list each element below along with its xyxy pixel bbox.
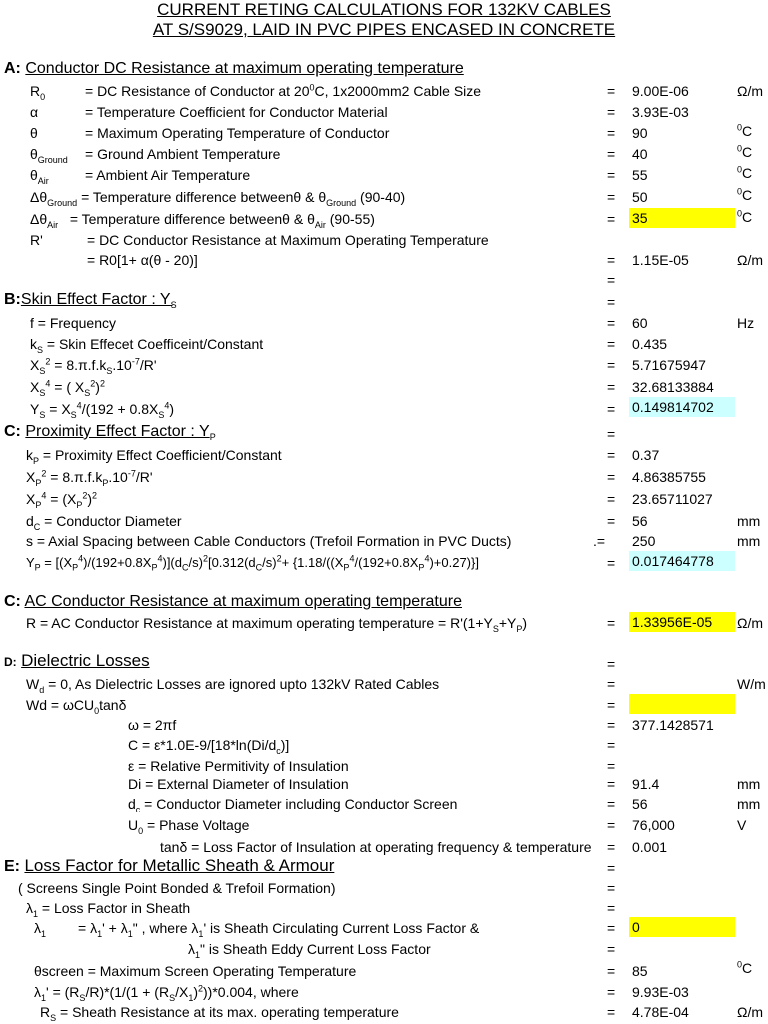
- kp-row: $k_P$ = Proximity Effect Coefficient/Constant: [26, 447, 282, 466]
- theta-ground-unit: $^0$C: [737, 143, 753, 160]
- dc-unit: mm: [737, 513, 761, 529]
- xp2-row: $X_P^2 = 8.\pi.f.k_P.10^{-7}/R'$: [26, 468, 153, 488]
- tand-row: tanδ = Loss Factor of Insulation at operating frequency & temperature: [160, 839, 592, 855]
- theta-air-value: 55: [632, 167, 648, 183]
- alpha-value: 3.93E-03: [632, 104, 689, 120]
- ys-value: 0.149814702: [629, 397, 735, 417]
- spacing-value: 250: [632, 533, 656, 549]
- equals-sign: =: [607, 717, 616, 733]
- equals-sign: =: [607, 401, 616, 417]
- xp4-value: 23.65711027: [632, 491, 713, 507]
- u0-unit: V: [737, 817, 747, 833]
- ks-row: $k_S$ = Skin Effecet Coefficeint/Constant: [30, 336, 264, 355]
- equals-sign: =: [607, 294, 616, 310]
- epsilon-row: ε = Relative Permitivity of Insulation: [128, 758, 349, 774]
- equals-sign: =: [607, 860, 616, 876]
- theta-air-symbol: $\theta_{Air}$: [30, 167, 49, 186]
- lambda1-symbol: $\lambda_1$: [34, 920, 47, 939]
- rs-unit: Ω/m: [737, 1004, 764, 1020]
- equals-sign: =: [607, 426, 616, 442]
- equals-sign: =: [607, 336, 616, 352]
- spacing-prefix: .=: [593, 533, 606, 549]
- rprime-unit: Ω/m: [737, 252, 764, 268]
- section-e-heading: E: Loss Factor for Metallic Sheath & Armour: [4, 856, 335, 875]
- alpha-description: = Temperature Coefficient for Conductor Material: [85, 104, 388, 120]
- equals-sign: =: [607, 167, 616, 183]
- equals-sign: =: [607, 697, 616, 713]
- lambda1-formula: = $\lambda_1' + \lambda_1$" , where $\lambda_1'$ is Sheath Circulating Current Loss Factor &: [78, 920, 480, 939]
- equals-sign: =: [607, 880, 616, 896]
- section-c-proximity-heading: C: Proximity Effect Factor : $Y_P$: [4, 423, 216, 443]
- dcs-row: $d_c$ = Conductor Diameter including Conductor Screen: [128, 796, 458, 812]
- section-b-heading: B:Skin Effect Factor : $Y_S$: [4, 291, 177, 311]
- equals-sign: =: [607, 272, 616, 288]
- dcs-value: 56: [632, 796, 648, 812]
- theta-screen-value: 85: [632, 963, 648, 979]
- theta-screen-row: θscreen = Maximum Screen Operating Temperature: [34, 963, 357, 979]
- equals-sign: =: [607, 776, 616, 792]
- rprime-value: 1.15E-05: [632, 252, 689, 268]
- xs4-value: 32.68133884: [632, 379, 714, 395]
- equals-sign: =: [607, 796, 616, 812]
- rprime-symbol: R': [30, 232, 43, 248]
- ac-resistance-row: R = AC Conductor Resistance at maximum operating temperature = $R'(1+Y_S+Y_P)$: [26, 615, 528, 634]
- rprime-formula: = R0[1+ α(θ - 20)]: [87, 252, 198, 268]
- di-value: 91.4: [632, 776, 660, 792]
- theta-ground-description: = Ground Ambient Temperature: [85, 146, 281, 162]
- equals-sign: =: [607, 315, 616, 331]
- dtheta-air-unit: $^0$C: [737, 208, 753, 225]
- theta-ground-symbol: $\theta_{Ground}$: [30, 146, 68, 165]
- u0-row: $U_0$ = Phase Voltage: [128, 817, 250, 836]
- equals-sign: =: [607, 817, 616, 833]
- di-unit: mm: [737, 776, 761, 792]
- equals-sign: =: [607, 189, 616, 205]
- section-c-ac-heading: C: AC Conductor Resistance at maximum operating temperature: [4, 593, 462, 610]
- dc-row: $d_C$ = Conductor Diameter: [26, 513, 182, 532]
- dtheta-ground-value: 50: [632, 189, 648, 205]
- ks-value: 0.435: [632, 336, 668, 352]
- equals-sign: =: [607, 737, 616, 753]
- equals-sign: =: [607, 676, 616, 692]
- capacitance-row: $C = \varepsilon*1.0E-9/[18*\ln(Di/d_c)]$: [128, 737, 290, 756]
- lambda1-prime-value: 9.93E-03: [632, 984, 689, 1000]
- rs-row: $R_S$ = Sheath Resistance at its max. operating temperature: [40, 1004, 399, 1023]
- equals-sign: =: [607, 83, 616, 99]
- omega-row: ω = 2πf: [128, 717, 177, 733]
- equals-sign: =: [607, 357, 616, 373]
- omega-value: 377.1428571: [632, 717, 714, 733]
- equals-sign: =: [607, 491, 616, 507]
- tand-value: 0.001: [632, 839, 668, 855]
- u0-value: 76,000: [632, 817, 675, 833]
- equals-sign: =: [607, 839, 616, 855]
- lambda1-value: 0: [629, 917, 735, 937]
- wd-value: [629, 694, 735, 714]
- equals-sign: =: [607, 104, 616, 120]
- kp-value: 0.37: [632, 447, 660, 463]
- dcs-unit: mm: [737, 796, 761, 812]
- xp4-row: $X_P^4 = (X_P^2)^2$: [26, 490, 98, 510]
- equals-sign: =: [607, 900, 616, 916]
- theta-air-description: = Ambient Air Temperature: [85, 167, 251, 183]
- equals-sign: =: [607, 469, 616, 485]
- equals-sign: =: [607, 656, 616, 672]
- dtheta-air-value: 35: [629, 208, 735, 228]
- equals-sign: =: [607, 447, 616, 463]
- wd0-row: $W_d = 0$, As Dielectric Losses are ignored upto 132kV Rated Cables: [26, 676, 440, 695]
- equals-sign: =: [607, 146, 616, 162]
- lambda1-eddy-row: $\lambda_1$" is Sheath Eddy Current Loss Factor: [188, 941, 431, 960]
- spacing-description: s = Axial Spacing between Cable Conductors (Trefoil Formation in PVC Ducts): [26, 533, 512, 549]
- equals-sign: =: [607, 920, 616, 936]
- equals-sign: =: [607, 513, 616, 529]
- rs-value: 4.78E-04: [632, 1004, 689, 1020]
- frequency-unit: Hz: [737, 315, 755, 331]
- xs2-value: 5.71675947: [632, 357, 706, 373]
- theta-symbol: θ: [30, 125, 38, 141]
- equals-sign: =: [607, 1004, 616, 1020]
- di-row: Di = External Diameter of Insulation: [128, 776, 349, 792]
- r0-description: = DC Resistance of Conductor at $20^0C$, 1x2000mm2 Cable Size: [85, 82, 482, 99]
- r0-value: 9.00E-06: [632, 83, 689, 99]
- equals-sign: =: [607, 984, 616, 1000]
- theta-ground-value: 40: [632, 146, 648, 162]
- frequency-value: 60: [632, 315, 648, 331]
- theta-unit: $^0$C: [737, 122, 753, 139]
- wd0-unit: W/m: [737, 676, 766, 692]
- ys-row: $Y_S = X_S^4/(192 + 0.8X_S^4)$: [30, 400, 175, 420]
- page-title-line2: AT S/S9029, LAID IN PVC PIPES ENCASED IN CONCRETE: [152, 20, 616, 39]
- ac-resistance-value: 1.33956E-05: [629, 612, 735, 632]
- equals-sign: =: [607, 758, 616, 774]
- section-d-heading: D: Dielectric Losses: [4, 651, 150, 670]
- xs4-row: $X_S^4$ = ( $X_S^2)^2$: [30, 378, 105, 398]
- dtheta-ground-unit: $^0$C: [737, 186, 753, 203]
- yp-value: 0.017464778: [629, 551, 735, 571]
- dc-value: 56: [632, 513, 648, 529]
- spacing-unit: mm: [737, 533, 761, 549]
- page-title-line1: CURRENT RETING CALCULATIONS FOR 132KV CABLES: [157, 0, 611, 19]
- wd-row: Wd = ωCU$_0$tanδ: [26, 697, 127, 716]
- equals-sign: =: [607, 555, 616, 571]
- equals-sign: =: [607, 125, 616, 141]
- r0-unit: Ω/m: [737, 83, 764, 99]
- rprime-description: = DC Conductor Resistance at Maximum Operating Temperature: [87, 232, 489, 248]
- theta-description: = Maximum Operating Temperature of Conductor: [85, 125, 390, 141]
- screens-note: ( Screens Single Point Bonded & Trefoil Formation): [18, 880, 336, 896]
- equals-sign: =: [607, 963, 616, 979]
- r0-symbol: $R_0$: [30, 83, 46, 102]
- xs2-row: $X_S^2 = 8.\pi.f.k_S.10^{-7}/R'$: [30, 356, 157, 376]
- lambda1-row: $\lambda_1$ = Loss Factor in Sheath: [26, 900, 191, 919]
- theta-air-unit: $^0$C: [737, 164, 753, 181]
- equals-sign: =: [607, 379, 616, 395]
- yp-formula: $Y_P = [(X_P^4)/(192+0.8X_P^4)](d_C/s)^2[0.312(d_C/s)^2+ \{1.18/((X_P^4/(192+0.8X_P^4)+0.27)\}]$: [26, 553, 479, 573]
- theta-screen-unit: $^0$C: [737, 959, 753, 976]
- frequency-description: f = Frequency: [30, 315, 116, 331]
- ac-resistance-unit: Ω/m: [737, 615, 764, 631]
- equals-sign: =: [607, 211, 616, 227]
- dtheta-ground-row: $\Delta\theta_{Ground}$ = Temperature difference betweenθ & $\theta_{Ground}$ (90-40): [30, 189, 406, 208]
- lambda1-prime-row: $\lambda_1' = (R_S/R)*(1/(1 + (R_S/X_1)^2))*0.004$, where: [34, 983, 299, 1003]
- equals-sign: =: [607, 615, 616, 631]
- equals-sign: =: [607, 252, 616, 268]
- alpha-symbol: α: [30, 104, 39, 120]
- theta-value: 90: [632, 125, 648, 141]
- section-a-heading: A: Conductor DC Resistance at maximum operating temperature: [4, 60, 464, 77]
- xp2-value: 4.86385755: [632, 469, 706, 485]
- equals-sign: =: [607, 941, 616, 957]
- dtheta-air-row: $\Delta\theta_{Air}$ = Temperature difference betweenθ & $\theta_{Air}$ (90-55): [30, 211, 375, 230]
